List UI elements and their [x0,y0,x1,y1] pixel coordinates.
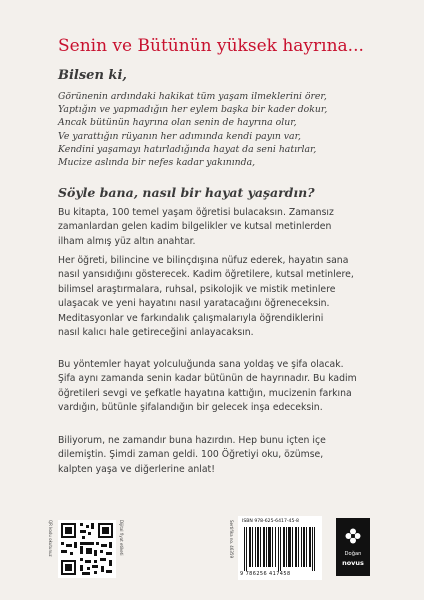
paragraph-line: zamanlardan gelen kadim bilgelikler ve kutsal metinlerden [58,221,332,233]
poem-block [58,90,378,169]
poem-line: Yaptığın ve yapmadığın her eylem başka bir kader dokur, [58,104,328,116]
paragraph-4 [58,434,376,477]
paragraph-line: Her öğreti, bilincine ve bilinçdışına nüfuz ederek, hayatın sana [58,255,349,266]
poem-line: Mucize aslında bir nefes kadar yakınında, [58,157,256,169]
paragraph-line: bilimsel araştırmalara, ruhsal, psikolojik ve mistik metinlere [58,283,336,295]
paragraph-line: Şifa aynı zamanda senin kadar bütünün de hayrınadır. Bu kadim [58,373,357,385]
barcode-icon [244,527,316,571]
paragraph-line: dilemiştin. Şimdi zaman geldi. 100 Öğretiyi oku, özümse, [58,449,324,461]
paragraph-line: vardığın, bütünle şifalandığın bir gelecek inşa edeceksin. [58,402,323,414]
publisher-name: Doğan [344,551,362,557]
paragraph-line: öğretileri sevgi ve şefkatle hayatına kattığın, mucizenin farkına [58,387,352,399]
paragraph-line: kalpten yaşa ve diğerlerine anlat! [58,463,215,475]
paragraph-line: Bu yöntemler hayat yolculuğunda sana yoldaş ve şifa olacak. [58,359,344,370]
cover-title: Senin ve Bütünün yüksek hayrına... [58,36,364,56]
isbn-label: ISBN 978-625-6417-45-8 [242,519,299,524]
qr-code[interactable] [58,520,116,578]
paragraph-line: nasıl kalıcı hale getireceğini anlayacaksın. [58,327,254,339]
certificate-number: Sertifika no. 46359 [229,520,234,558]
qr-caption-scan: QR kodu okutunuz [48,520,53,557]
poem-line: Kendini yaşamayı hatırladığında hayat da seni hatırlar, [58,143,317,155]
paragraph-line: ulaşacak ve yeni hayatını nasıl yaratacağını öğreneceksin. [58,298,330,310]
paragraph-line: nasıl yansıdığını gösterecek. Kadim öğretilere, kutsal metinlere, [58,269,354,281]
question-heading: Söyle bana, nasıl bir hayat yaşardın? [58,185,315,200]
paragraph-3 [58,358,376,416]
paragraph-line: Biliyorum, ne zamandır buna hazırdın. Hep bunu içten içe [58,435,326,446]
intro-heading: Bilsen ki, [58,68,127,83]
publisher-flower-icon [345,528,361,544]
barcode-digits: 9 786256 417458 [240,571,291,577]
isbn-barcode [238,516,322,580]
paragraph-line: ilham almış yüz altın anahtar. [58,235,196,247]
qr-caption-digital-price: Dijital fiyat etiketi [119,520,124,556]
poem-line: Ve yarattığın rüyanın her adımında kendi payın var, [58,130,301,142]
paragraph-1 [58,206,376,249]
paragraph-2 [58,254,376,340]
poem-line: Ancak bütünün hayrına olan senin de hayrına olur, [58,117,297,129]
qr-code-icon [58,520,116,578]
paragraph-line: Meditasyonlar ve farkındalık çalışmalarıyla öğrendiklerini [58,312,324,324]
publisher-imprint: novus [342,559,364,567]
poem-line: Görünenin ardındaki hakikat tüm yaşam ilmeklerini örer, [58,91,327,102]
publisher-logo [336,518,370,576]
paragraph-line: Bu kitapta, 100 temel yaşam öğretisi bulacaksın. Zamansız [58,207,334,218]
